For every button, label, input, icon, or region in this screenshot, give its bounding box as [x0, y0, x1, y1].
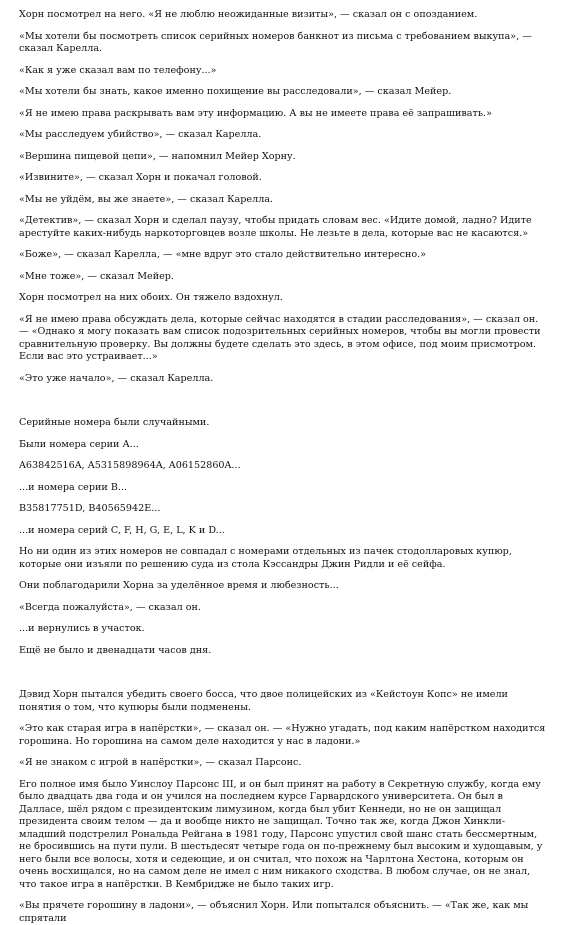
paragraph: ...и номера серии B...	[19, 481, 128, 493]
section-break	[19, 666, 546, 689]
paragraph: «Это как старая игра в напёрстки», — сказал он. — «Нужно угадать, под каким напёрстком находится горошина. Но горошина на самом деле находится у нас в ладони.»	[19, 723, 546, 747]
paragraph: Но ни один из этих номеров не совпадал с номерами отдельных из пачек стодолларовых купюр, которые они изъяли по решению суда из стола Кэссандры Джин Ридли и её сейфа.	[19, 546, 512, 570]
paragraph: Дэвид Хорн пытался убедить своего босса, что двое полицейских из «Кейстоун Копс» не имели понятия о том, что купюры были подменены.	[19, 689, 508, 713]
paragraph: ...и номера серий C, F, H, G, E, L, K и D...	[19, 524, 225, 536]
paragraph: «Как я уже сказал вам по телефону...»	[19, 64, 217, 76]
paragraph: «Детектив», — сказал Хорн и сделал паузу, чтобы придать словам вес. «Идите домой, ладно? Идите арестуйте каких-нибудь наркоторговцев возле школы. Не лезьте в дела, которые вас не касаются.»	[19, 215, 532, 239]
paragraph: Хорн посмотрел на него. «Я не люблю неожиданные визиты», — сказал он с опозданием.	[19, 9, 478, 20]
section-break	[19, 394, 546, 417]
paragraph: Они поблагодарили Хорна за уделённое время и любезность...	[19, 580, 339, 591]
paragraph: «Извините», — сказал Хорн и покачал головой.	[19, 172, 262, 183]
paragraph: Серийные номера были случайными.	[19, 417, 210, 428]
paragraph: «Боже», — сказал Карелла, — «мне вдруг это стало действительно интересно.»	[19, 249, 427, 260]
paragraph: «Мы не уйдём, вы же знаете», — сказал Карелла.	[19, 193, 274, 205]
paragraph: Хорн посмотрел на них обоих. Он тяжело вздохнул.	[19, 292, 283, 303]
paragraph: «Мы расследуем убийство», — сказал Карелла.	[19, 129, 262, 140]
paragraph: «Мне тоже», — сказал Мейер.	[19, 270, 174, 282]
paragraph: «Вы прячете горошину в ладони», — объяснил Хорн. Или попытался объяснить. — «Так же, как мы спрятали	[19, 900, 529, 924]
paragraph: Ещё не было и двенадцати часов дня.	[19, 644, 212, 656]
paragraph: Были номера серии А...	[19, 438, 139, 450]
paragraph: «Вершина пищевой цепи», — напомнил Мейер Хорну.	[19, 150, 296, 162]
paragraph: A63842516A, A5315898964A, A06152860A...	[19, 460, 241, 471]
paragraph: B35817751D, B40565942E...	[19, 503, 161, 514]
paragraph: «Я не знаком с игрой в напёрстки», — сказал Парсонс.	[19, 757, 302, 768]
paragraph: «Мы хотели бы знать, какое именно похищение вы расследовали», — сказал Мейер.	[19, 86, 452, 97]
paragraph: «Это уже начало», — сказал Карелла.	[19, 372, 214, 384]
paragraph: «Я не имею права обсуждать дела, которые сейчас находятся в стадии расследования», — сказал он. — «Однако я могу показать вам список подозрительных серийных номеров, чтобы вы могли провести сравнительную проверку. Вы должны будете сделать это здесь, в этом офисе, под моим присмотром. Если вас это устраивает...»	[19, 313, 541, 362]
paragraph: Его полное имя было Уинслоу Парсонс III, и он был принят на работу в Секретную службу, когда ему было двадцать два года и он учился на последнем курсе Гарвардского университета. Он был в Далласе, шёл рядом с президентским лимузином, когда был убит Кеннеди, но не он защищал президента своим телом — да и вообще никто не защищал. Точно так же, когда Джон Хинкли-младший подстрелил Рональда Рейгана в 1981 году, Парсонс упустил свой шанс стать бессмертным, не бросившись на пути пули. В шестьдесят четыре года он по-прежнему был высоким и худощавым, у него были все волосы, хотя и седеющие, и он считал, что похож на Чарлтона Хестона, которым он очень восхищался, но на самом деле не имел с ним никакого сходства. В любом случае, он не знал, что такое игра в напёрстки. В Кембридже не было таких игр.	[19, 778, 543, 890]
paragraph: «Я не имею права раскрывать вам эту информацию. А вы не имеете права её запрашивать.»	[19, 107, 492, 119]
paragraph: «Всегда пожалуйста», — сказал он.	[19, 601, 201, 613]
paragraph: ...и вернулись в участок.	[19, 623, 145, 634]
paragraph: «Мы хотели бы посмотреть список серийных номеров банкнот из письма с требованием выкупа», — сказал Карелла.	[19, 30, 532, 54]
